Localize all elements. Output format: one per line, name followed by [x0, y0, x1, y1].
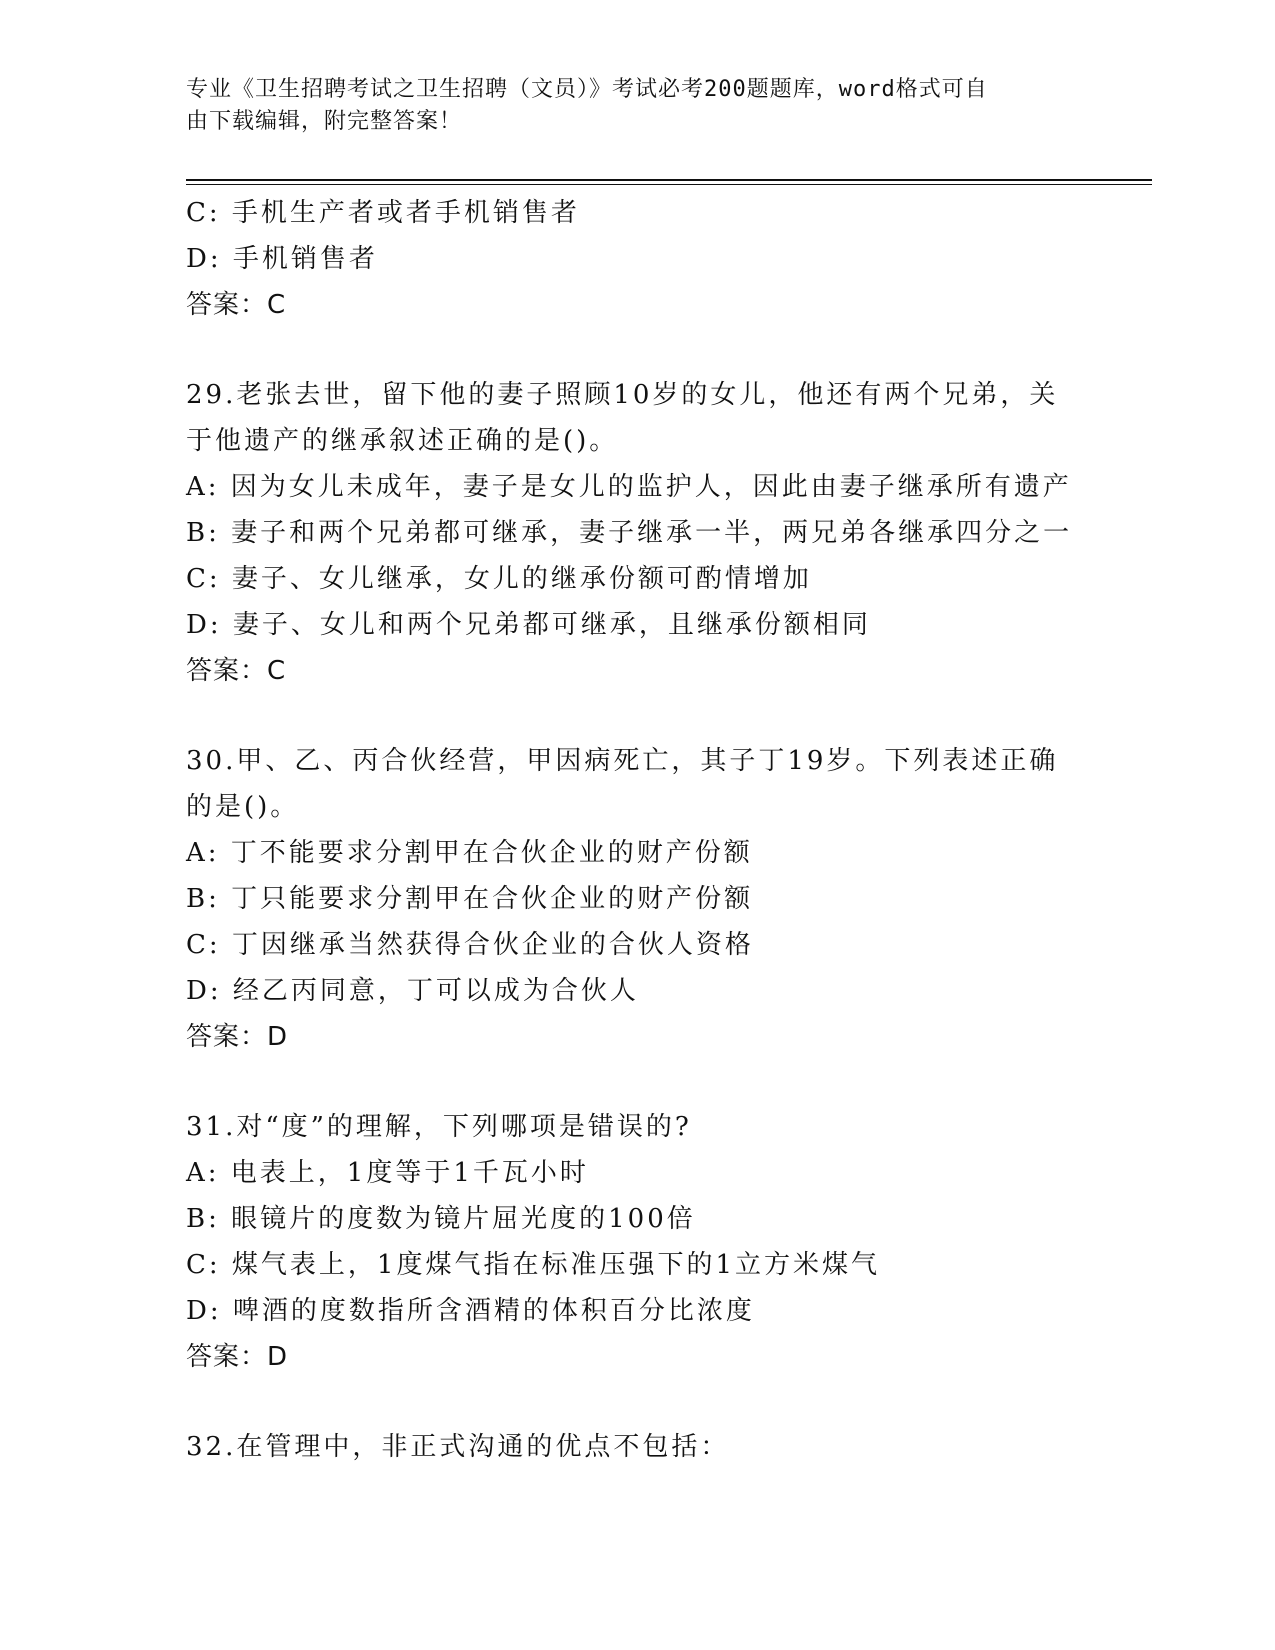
- question-stem-line: 的是()。: [186, 792, 300, 822]
- question-stem-line: 31.对“度”的理解，下列哪项是错误的?: [186, 1112, 692, 1142]
- answer-line: 答案：D: [186, 1342, 289, 1372]
- option-a: A: 丁不能要求分割甲在合伙企业的财产份额: [186, 838, 753, 868]
- option-b: B: 妻子和两个兄弟都可继承，妻子继承一半，两兄弟各继承四分之一: [186, 518, 1073, 548]
- option-b: B: 丁只能要求分割甲在合伙企业的财产份额: [186, 884, 754, 914]
- header-line-1: 专业《卫生招聘考试之卫生招聘（文员）》考试必考200题题库，word格式可自: [186, 77, 988, 102]
- header-divider-thick: [186, 179, 1152, 181]
- option-d: D: 手机销售者: [186, 244, 378, 274]
- option-c: C: 手机生产者或者手机销售者: [186, 198, 580, 228]
- option-b: B: 眼镜片的度数为镜片屈光度的100倍: [186, 1204, 696, 1234]
- question-31: [186, 1104, 1086, 1380]
- spacer: [186, 694, 1086, 738]
- option-a: A: 电表上，1度等于1千瓦小时: [186, 1158, 589, 1188]
- question-30: [186, 738, 1086, 1060]
- option-d: D: 妻子、女儿和两个兄弟都可继承，且继承份额相同: [186, 610, 871, 640]
- option-c: C: 煤气表上，1度煤气指在标准压强下的1立方米煤气: [186, 1250, 881, 1280]
- option-d: D: 经乙丙同意，丁可以成为合伙人: [186, 976, 639, 1006]
- answer-line: 答案：D: [186, 1022, 289, 1052]
- question-32: [186, 1424, 1086, 1470]
- question-stem-line: 29.老张去世，留下他的妻子照顾10岁的女儿，他还有两个兄弟，关: [186, 380, 1059, 410]
- header-divider-thin: [186, 184, 1152, 185]
- option-a: A: 因为女儿未成年，妻子是女儿的监护人，因此由妻子继承所有遗产: [186, 472, 1072, 502]
- spacer: [186, 1380, 1086, 1424]
- answer-line: 答案：C: [186, 290, 287, 320]
- document-body: [186, 190, 1086, 1470]
- option-c: C: 妻子、女儿继承，女儿的继承份额可酌情增加: [186, 564, 812, 594]
- answer-line: 答案：C: [186, 656, 287, 686]
- question-28-tail: [186, 190, 1086, 328]
- question-stem-line: 于他遗产的继承叙述正确的是()。: [186, 426, 619, 456]
- option-d: D: 啤酒的度数指所含酒精的体积百分比浓度: [186, 1296, 755, 1326]
- spacer: [186, 328, 1086, 372]
- question-29: [186, 372, 1086, 694]
- question-stem-line: 32.在管理中，非正式沟通的优点不包括：: [186, 1432, 730, 1462]
- spacer: [186, 1060, 1086, 1104]
- header-line-2: 由下载编辑，附完整答案！: [186, 109, 463, 134]
- option-c: C: 丁因继承当然获得合伙企业的合伙人资格: [186, 930, 754, 960]
- document-header: [186, 74, 1066, 138]
- question-stem-line: 30.甲、乙、丙合伙经营，甲因病死亡，其子丁19岁。下列表述正确: [186, 746, 1059, 776]
